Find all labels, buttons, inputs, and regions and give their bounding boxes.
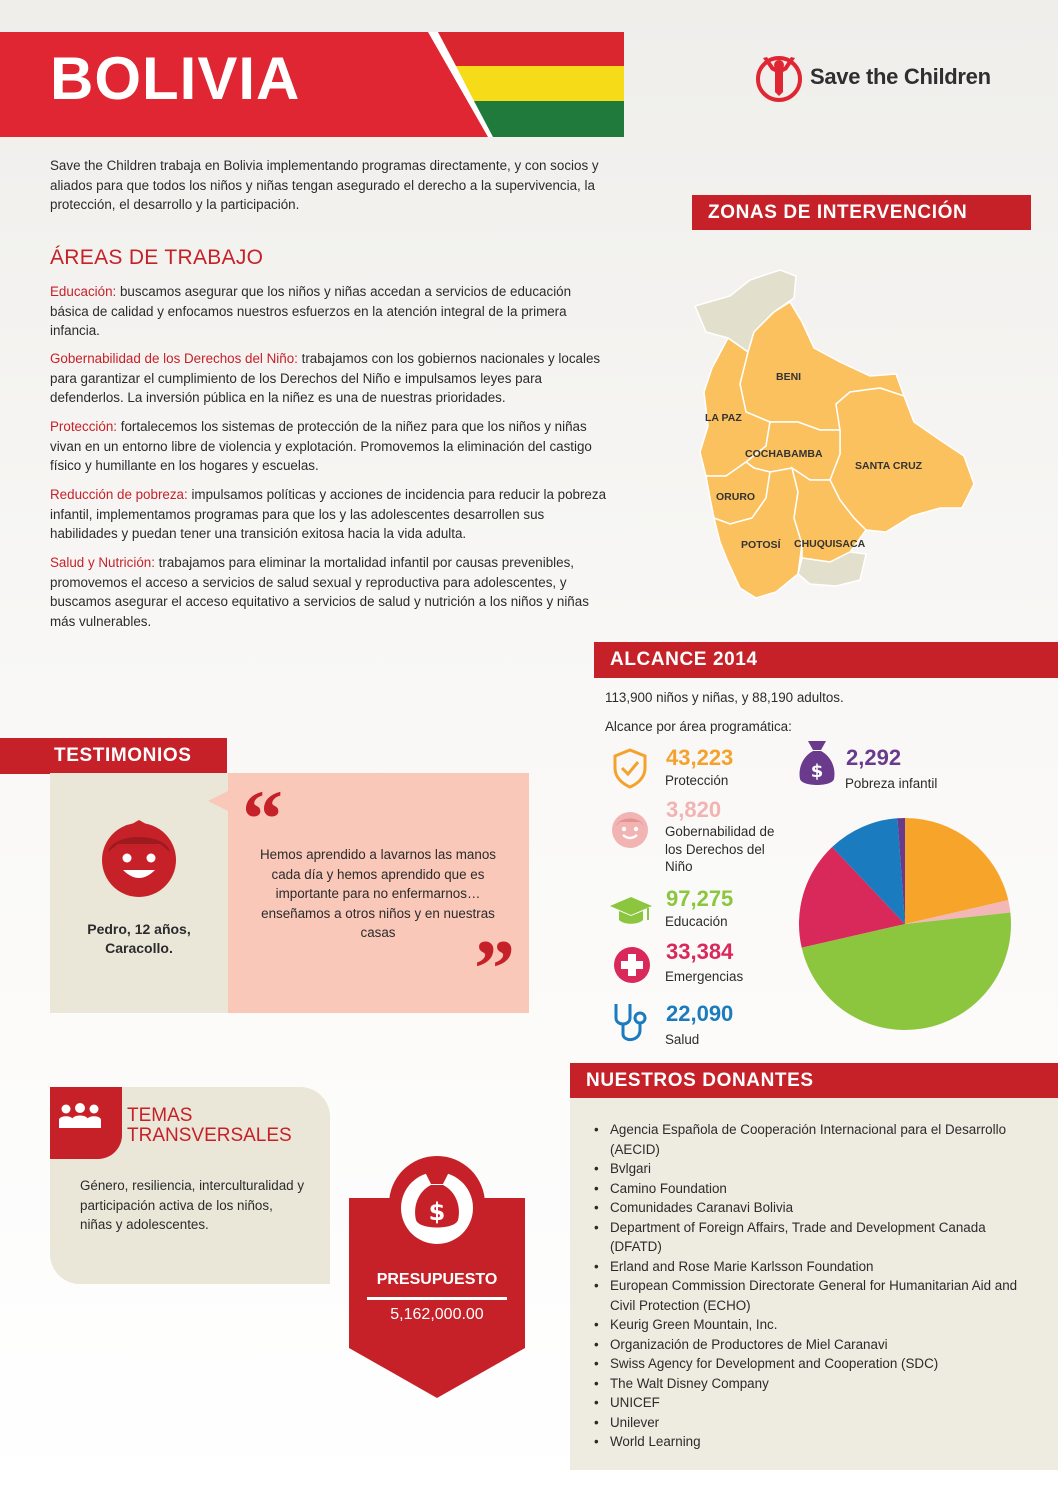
presupuesto-divider [367,1297,507,1300]
graduation-cap-icon [608,894,654,926]
presupuesto-label: PRESUPUESTO [376,1271,498,1288]
list-item: • Keurig Green Mountain, Inc. [594,1315,1034,1335]
area-gobernabilidad [50,349,610,408]
stat-gobernabilidad-label: Gobernabilidad de los Derechos del Niño [665,824,775,874]
list-item: • Bvlgari [594,1159,1034,1179]
map-label-santa-cruz: SANTA CRUZ [855,460,923,472]
donantes-title: NUESTROS DONANTES [586,1070,814,1091]
bolivia-map [690,262,980,607]
flag-stripe-red [438,32,624,66]
area-label: Reducción de pobreza: [50,487,188,502]
map-label-potosi: POTOSÍ [741,539,781,551]
stat-educacion-label: Educación [665,914,728,929]
alcance-title: ALCANCE 2014 [610,649,758,670]
alcance-summary: 113,900 niños y niñas, y 88,190 adultos. [605,690,844,705]
logo-text: Save the Children [810,64,991,89]
intro-paragraph: Save the Children trabaja en Bolivia implementando programas directamente, y con socios y aliados para que todos los niños y niñas tengan asegurado el derecho a la supervivencia, la protección, el desarrollo y la participación. [50,158,599,212]
area-text: trabajamos con los gobiernos nacionales y locales para garantizar el cumplimiento de los Derechos del Niño e impulsamos leyes para defenderlos. La inversión pública en la niñez es una de nuestras prioridades. [50,351,601,405]
list-item: • Swiss Agency for Development and Cooperation (SDC) [594,1354,1034,1374]
area-label: Salud y Nutrición: [50,555,155,570]
flag-stripe-green [474,101,624,137]
stat-educacion-value: 97,275 [666,886,734,911]
area-label: Protección: [50,419,117,434]
map-label-cochabamba: COCHABAMBA [745,448,823,460]
area-proteccion [50,417,610,476]
people-group-icon [56,1102,104,1130]
child-face-icon [610,810,650,850]
testimonio-person: Pedro, 12 años, Caracollo. [87,921,191,956]
list-item: • Comunidades Caranavi Bolivia [594,1198,1034,1218]
flag-stripe-yellow [456,66,624,101]
area-salud [50,553,610,631]
testimonio-quote: Hemos aprendido a lavarnos las manos cada día y hemos aprendido que es importante para no enfermarnos…enseñamos a otros niños y en nuestras casas [260,847,496,940]
presupuesto-value: 5,162,000.00 [390,1306,484,1323]
area-educacion [50,282,610,341]
stethoscope-icon [610,1000,654,1046]
zonas-banner [692,195,1031,230]
alcance-banner [594,642,1058,678]
list-item: • Organización de Productores de Miel Caranavi [594,1335,1034,1355]
medical-cross-icon [612,945,652,985]
testimonios-title: TESTIMONIOS [54,745,192,766]
list-item: • World Learning [594,1432,1034,1452]
stat-pobreza-value: 2,292 [846,745,902,770]
temas-text: Género, resiliencia, interculturalidad y participación activa de los niños, niñas y adolescentes. [80,1178,305,1232]
stat-emergencias-value: 33,384 [666,939,734,964]
stat-emergencias-label: Emergencias [665,969,744,984]
list-item: • Camino Foundation [594,1179,1034,1199]
stat-salud-value: 22,090 [666,1001,734,1026]
alcance-pie-chart [795,814,1015,1034]
area-text: fortalecemos los sistemas de protección de la niñez para que los niños y niñas vivan en un entorno libre de violencia y explotación. Promovemos la eliminación del castigo físico y humillante en los hogares y escuelas. [50,419,592,473]
money-bag-icon [796,737,838,789]
child-avatar-icon [98,818,180,900]
area-label: Gobernabilidad de los Derechos del Niño: [50,351,298,366]
zonas-title: ZONAS DE INTERVENCIÓN [708,201,968,223]
area-label: Educación: [50,284,117,299]
money-bag-circle-icon [387,1154,487,1254]
testimonios-banner [0,738,227,774]
map-label-chuquisaca: CHUQUISACA [794,538,866,550]
close-quote-mark: ” [474,923,515,1014]
map-label-la-paz: LA PAZ [705,412,742,424]
list-item: • Department of Foreign Affairs, Trade and Development Canada (DFATD) [594,1218,1034,1257]
donantes-list [594,1120,1034,1452]
map-label-beni: BENI [776,371,802,383]
list-item: • Unilever [594,1413,1034,1433]
area-text: buscamos asegurar que los niños y niñas accedan a servicios de educación básica de calidad y enfocamos nuestros esfuerzos en la atención integral de la primera infancia. [50,284,572,338]
svg-text:$: $ [810,761,824,782]
area-pobreza [50,485,610,544]
temas-title: TEMAS TRANSVERSALES [127,1105,292,1146]
areas-title: ÁREAS DE TRABAJO [50,246,264,269]
stat-proteccion-label: Protección [665,773,729,788]
save-the-children-logo[interactable] [754,52,991,102]
stat-pobreza-label: Pobreza infantil [845,776,938,791]
list-item: • The Walt Disney Company [594,1374,1034,1394]
list-item: • Erland and Rose Marie Karlsson Foundation [594,1257,1034,1277]
shield-check-icon [610,747,650,789]
list-item: • Agencia Española de Cooperación Internacional para el Desarrollo (AECID) [594,1120,1034,1159]
stat-salud-label: Salud [665,1032,700,1047]
list-item: • European Commission Directorate General for Humanitarian Aid and Civil Protection (ECHO) [594,1276,1034,1315]
svg-text:$: $ [428,1198,446,1226]
stat-gobernabilidad-value: 3,820 [666,797,722,822]
stat-proteccion-value: 43,223 [666,745,734,770]
donantes-banner [570,1063,1058,1099]
page-title: BOLIVIA [50,45,301,112]
area-text: trabajamos para eliminar la mortalidad infantil por causas prevenibles, promovemos el acceso a servicios de salud sexual y reproductiva para adolescentes, y buscamos asegurar el acceso equitativo a servicios de salud y nutrición a los niños y niñas más vulnerables. [50,555,589,629]
map-label-oruro: ORURO [716,491,756,503]
open-quote-mark: “ [242,773,283,864]
alcance-subtitle: Alcance por área programática: [605,719,792,734]
area-text: impulsamos políticas y acciones de incidencia para reducir la pobreza infantil, implementamos programas para que los y las adolescentes desarrollen sus habilidades y puedan tener una transición exitosa hacia la vida adulta. [50,487,607,541]
list-item: • UNICEF [594,1393,1034,1413]
logo-figure-icon [754,52,804,102]
